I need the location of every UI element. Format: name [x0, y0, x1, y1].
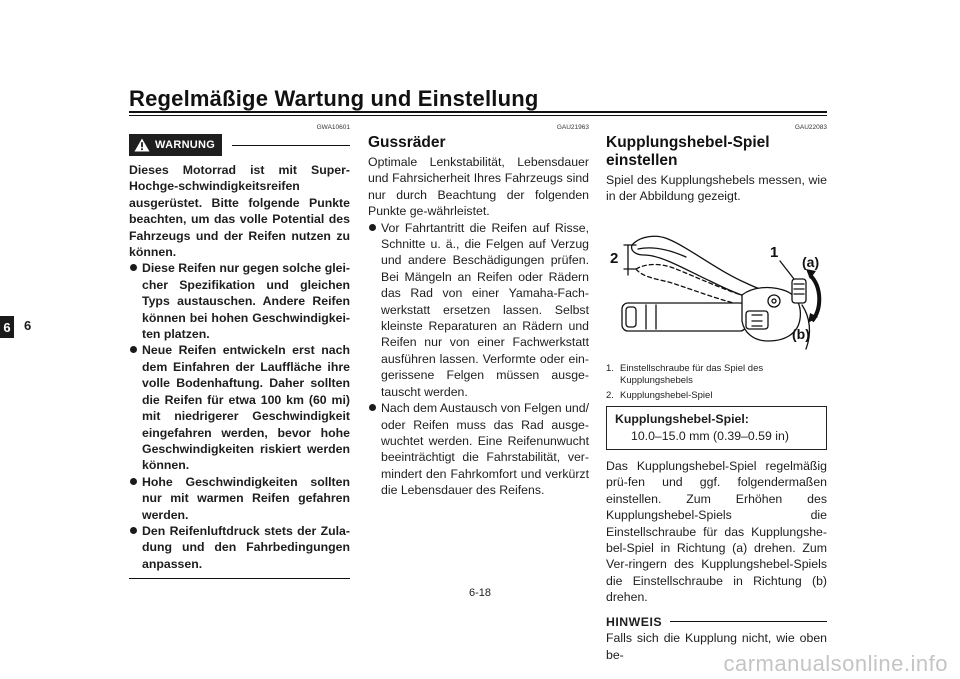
warning-column — [129, 124, 350, 579]
hinweis-text: Falls sich die Kupplung nicht, wie oben be- — [606, 631, 827, 662]
warning-label: WARNUNG — [155, 138, 216, 151]
section-intro: Spiel des Kupplungshebels messen, wie in der Abbildung gezeigt. — [606, 173, 827, 204]
list-item: Neue Reifen entwickeln erst nach dem Einfahren der Lauffläche ihre volle Bodenhaftung. Daher sollten die Reifen für etwa 100 km (60 mi) mit niedrigerer Geschwindigkeit eingefahren werden, bevor hohe Geschwindigkeiten riskiert werden können. — [129, 342, 350, 473]
spec-value: 10.0–15.0 mm (0.39–0.59 in) — [631, 428, 789, 443]
header-rule-thin — [129, 115, 827, 116]
warning-triangle-icon — [134, 138, 150, 152]
section-title: Gussräder — [368, 134, 446, 151]
section-code: GAU21963 — [556, 124, 589, 131]
caption-number: 1. — [606, 363, 614, 375]
warning-rule — [232, 145, 350, 146]
list-item: Vor Fahrtantritt die Reifen auf Risse, Schnitte u. ä., die Felgen auf Verzug und andere Beschädigungen prüfen. Bei Mängeln an Reifen oder Rädern das Rad von einer Yamaha-Fach-werkstatt ersetzen lassen. Selbst kleinste Reparaturen an Rädern und Reifen nur von einer Fachwerkstatt ausführen lassen. Verformte oder ein-gerissene Felgen müssen ausge-tauscht werden. — [368, 220, 589, 400]
warning-intro: Dieses Motorrad ist mit Super-Hochge-schwindigkeitsreifen ausgerüstet. Bitte folgende Punkte beachten, um das volle Potential des Fahrzeugs und der Reifen nutzen zu können. — [129, 163, 350, 260]
list-item: Den Reifenluftdruck stets der Zula-dung und den Fahrbedingungen anpassen. — [129, 523, 350, 572]
section-intro: Optimale Lenkstabilität, Lebensdauer und Fahrsicherheit Ihres Fahrzeugs sind nur durch Beachtung der folgenden Punkte ge-währleistet. — [368, 155, 589, 219]
list-item: Diese Reifen nur gegen solche glei-cher Spezifikation und gleichen Typs austauschen. Andere Reifen können bei hohen Geschwindigkei-ten platzen. — [129, 260, 350, 342]
page-number: 6-18 — [468, 587, 492, 599]
chapter-number: 6 — [24, 318, 32, 333]
figure-label-1: 1 — [770, 243, 779, 261]
figure-label-b: (b) — [792, 325, 810, 342]
adjustment-text: Das Kupplungshebel-Spiel regelmäßig prü-fen und ggf. folgendermaßen einstellen. Zum Erhöhen des Kupplungshebel-Spiels die Einstellschraube für das Kupplungshe-bel-Spiel in Richtung (a) drehen. Zum Ver-ringern des Kupplungshebel-Spiels die Einstellschraube in Richtung (b) drehen. — [606, 459, 827, 605]
warning-heading — [129, 134, 350, 156]
hinweis-rule — [670, 621, 827, 622]
watermark: carmanualsonline.info — [723, 651, 948, 676]
hinweis-label: HINWEIS — [606, 614, 663, 629]
section-title: Kupplungshebel-Spiel einstellen — [606, 134, 770, 169]
figure-caption — [606, 363, 827, 402]
list-item: Hohe Geschwindigkeiten sollten nur mit warmen Reifen gefahren werden. — [129, 474, 350, 523]
figure-label-2: 2 — [610, 249, 619, 267]
list-item: Nach dem Austausch von Felgen und/ oder Reifen muss das Rad ausge-wuchtet werden. Eine Reifenunwucht beeinträchtigt die Fahrstabilität, ver-mindert den Fahrkomfort und verkürzt die Lebensdauer des Reifens. — [368, 400, 589, 498]
caption-text: Kupplungshebel-Spiel — [620, 390, 713, 402]
gussraeder-list — [368, 220, 589, 499]
caption-number: 2. — [606, 390, 614, 402]
header-rule — [129, 111, 827, 113]
gussraeder-column — [368, 124, 589, 499]
warning-badge — [129, 134, 222, 156]
hinweis-heading — [606, 614, 827, 630]
warning-list — [129, 260, 350, 572]
clutch-lever-illustration — [606, 209, 827, 359]
spec-box — [606, 406, 827, 450]
kupplung-column — [606, 124, 827, 663]
caption-row — [606, 363, 827, 387]
section-code: GAU22083 — [794, 124, 827, 131]
warning-end-rule — [129, 578, 350, 579]
caption-text: Einstellschraube für das Spiel des Kupplungshebels — [620, 363, 764, 387]
page-title: Regelmäßige Wartung und Einstellung — [129, 86, 539, 111]
chapter-tab: 6 — [0, 316, 14, 338]
spec-title: Kupplungshebel-Spiel: — [615, 412, 749, 427]
caption-row — [606, 390, 827, 402]
figure-label-a: (a) — [802, 253, 820, 270]
warning-code: GWA10601 — [316, 124, 350, 131]
